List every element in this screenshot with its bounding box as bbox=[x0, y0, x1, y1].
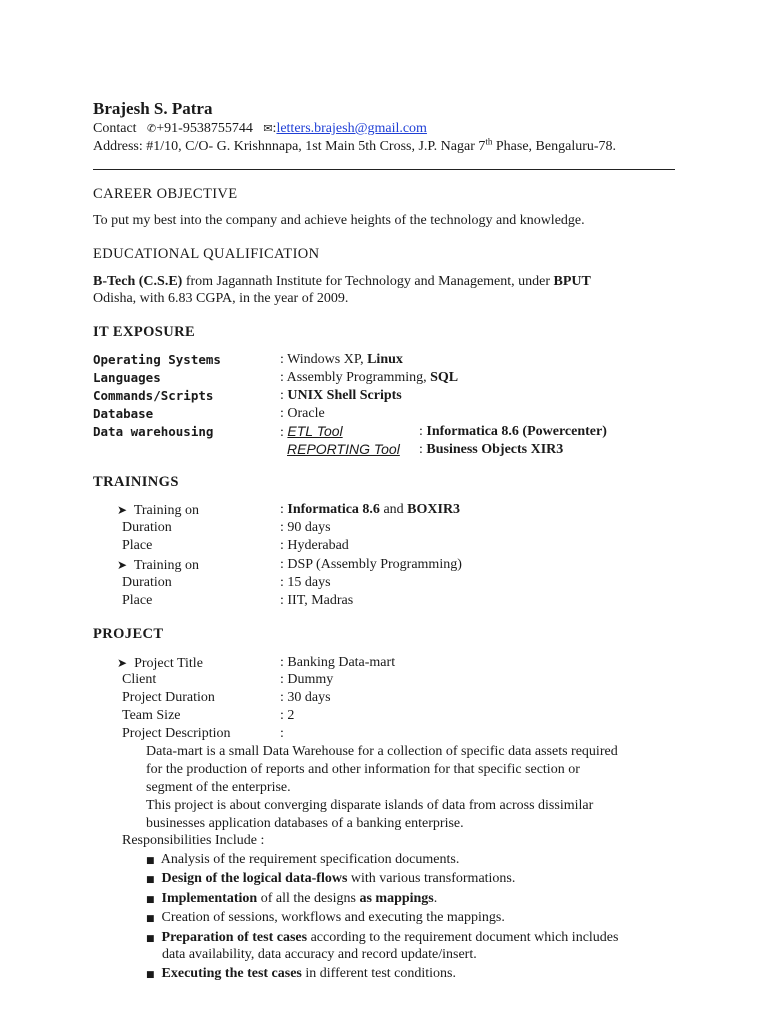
project-heading: PROJECT bbox=[93, 626, 164, 642]
career-objective-text: To put my best into the company and achieve heights of the technology and knowledge. bbox=[93, 213, 585, 228]
square-bullet-icon: ■ bbox=[146, 934, 155, 944]
it-exposure-heading: IT EXPOSURE bbox=[93, 324, 196, 340]
project-team-label: Team Size bbox=[122, 708, 181, 723]
reporting-tool-row bbox=[287, 440, 400, 460]
training-place: : IIT, Madras bbox=[280, 593, 354, 608]
education-heading: EDUCATIONAL QUALIFICATION bbox=[93, 246, 320, 262]
etl-tool-label: ETL Tool bbox=[287, 423, 343, 439]
square-bullet-icon: ■ bbox=[146, 875, 155, 885]
reporting-tool-value: : Business Objects XIR3 bbox=[419, 442, 564, 457]
square-bullet-icon: ■ bbox=[146, 914, 155, 924]
training-duration: : 90 days bbox=[280, 520, 331, 535]
address-text: Address: #1/10, C/O- G. Krishnnapa, 1st Main 5th Cross, J.P. Nagar 7 bbox=[93, 139, 486, 154]
training-value: : Informatica 8.6 and BOXIR3 bbox=[280, 502, 461, 517]
contact-line bbox=[93, 120, 427, 138]
institute: from Jagannath Institute for Technology and Management, under bbox=[182, 274, 554, 289]
training-place-label: Place bbox=[122, 593, 153, 608]
responsibility-item: ■ Executing the test cases in different test conditions. bbox=[146, 966, 456, 981]
training-value: : DSP (Assembly Programming) bbox=[280, 557, 462, 572]
responsibility-item: ■ Creation of sessions, workflows and executing the mappings. bbox=[146, 910, 505, 925]
project-client: : Dummy bbox=[280, 672, 334, 687]
etl-tool-row: : ETL Tool bbox=[280, 423, 343, 440]
training-item: ➤ Training on bbox=[117, 503, 200, 518]
training-item: ➤ Training on bbox=[117, 558, 200, 573]
arrow-bullet-icon: ➤ bbox=[117, 558, 128, 572]
arrow-bullet-icon: ➤ bbox=[117, 503, 128, 517]
responsibilities-label: Responsibilities Include : bbox=[122, 833, 265, 848]
envelope-icon: ✉ bbox=[256, 122, 273, 135]
responsibility-item-continued: data availability, data accuracy and record update/insert. bbox=[162, 947, 477, 962]
header-divider bbox=[93, 169, 675, 170]
university: BPUT bbox=[553, 274, 591, 289]
square-bullet-icon: ■ bbox=[146, 895, 155, 905]
project-description-line: Data-mart is a small Data Warehouse for a collection of specific data assets required bbox=[146, 744, 618, 759]
project-duration: : 30 days bbox=[280, 690, 331, 705]
it-row-label: Languages bbox=[93, 370, 161, 385]
education-line-1 bbox=[93, 273, 591, 291]
project-team: : 2 bbox=[280, 708, 295, 723]
project-description-line: for the production of reports and other information for that specific section or bbox=[146, 762, 580, 777]
education-line-2: Odisha, with 6.83 CGPA, in the year of 2009. bbox=[93, 291, 349, 306]
it-row-value: : Assembly Programming, SQL bbox=[280, 370, 459, 385]
candidate-name: Brajesh S. Patra bbox=[93, 99, 213, 118]
project-description-line: businesses application databases of a banking enterprise. bbox=[146, 816, 464, 831]
career-objective-heading: CAREER OBJECTIVE bbox=[93, 186, 238, 202]
training-duration-label: Duration bbox=[122, 520, 172, 535]
project-description-line: segment of the enterprise. bbox=[146, 780, 291, 795]
arrow-bullet-icon: ➤ bbox=[117, 656, 128, 670]
it-row-label: Commands/Scripts bbox=[93, 388, 214, 403]
etl-tool-value: : Informatica 8.6 (Powercenter) bbox=[419, 424, 607, 439]
it-row-label: Database bbox=[93, 406, 154, 421]
phone-icon: ✆ bbox=[140, 122, 157, 135]
address-sup: th bbox=[485, 136, 493, 147]
it-row-label: Data warehousing bbox=[93, 424, 214, 439]
phone-number: +91-9538755744 bbox=[156, 121, 253, 136]
email-link[interactable]: letters.brajesh@gmail.com bbox=[276, 121, 427, 136]
training-place: : Hyderabad bbox=[280, 538, 349, 553]
square-bullet-icon: ■ bbox=[146, 856, 155, 866]
responsibility-item: ■ Design of the logical data-flows with various transformations. bbox=[146, 871, 516, 886]
square-bullet-icon: ■ bbox=[146, 970, 155, 980]
responsibility-item: ■ Analysis of the requirement specification documents. bbox=[146, 852, 460, 867]
responsibility-item: ■ Preparation of test cases according to the requirement document which includes bbox=[146, 930, 619, 945]
project-description-colon: : bbox=[280, 726, 284, 741]
email-colon: : bbox=[272, 121, 277, 136]
project-client-label: Client bbox=[122, 672, 157, 687]
responsibility-item: ■ Implementation of all the designs as mappings. bbox=[146, 891, 438, 906]
reporting-tool-label: REPORTING Tool bbox=[287, 441, 400, 457]
training-duration: : 15 days bbox=[280, 575, 331, 590]
project-title: : Banking Data-mart bbox=[280, 655, 396, 670]
training-place-label: Place bbox=[122, 538, 153, 553]
degree: B-Tech (C.S.E) bbox=[93, 274, 183, 289]
it-row-label: Operating Systems bbox=[93, 352, 221, 367]
trainings-heading: TRAININGS bbox=[93, 474, 179, 490]
project-description-label: Project Description bbox=[122, 726, 231, 741]
training-duration-label: Duration bbox=[122, 575, 172, 590]
address-line bbox=[93, 138, 616, 156]
it-row-value: : UNIX Shell Scripts bbox=[280, 388, 402, 403]
address-text-end: Phase, Bengaluru-78. bbox=[492, 139, 617, 154]
it-row-value: : Windows XP, Linux bbox=[280, 352, 403, 367]
project-description-line: This project is about converging disparate islands of data from across dissimilar bbox=[146, 798, 594, 813]
project-duration-label: Project Duration bbox=[122, 690, 215, 705]
it-row-value: : Oracle bbox=[280, 406, 325, 421]
contact-label: Contact bbox=[93, 121, 137, 136]
project-title-label: ➤ Project Title bbox=[117, 656, 203, 671]
